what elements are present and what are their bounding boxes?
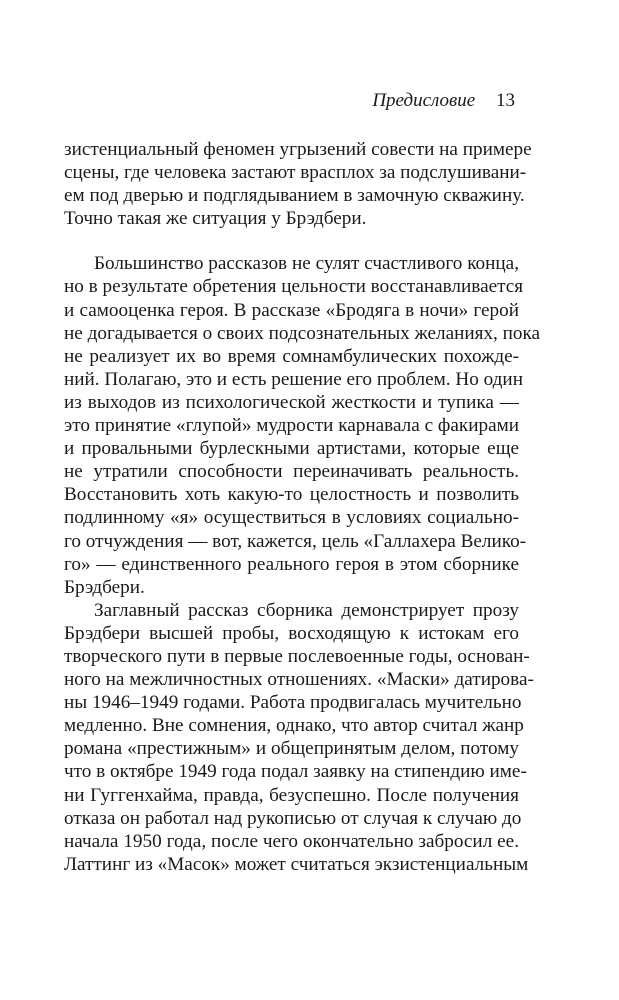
text-line: что в октябре 1949 года подал заявку на стипендию име- bbox=[64, 761, 527, 783]
paragraph-2 bbox=[64, 252, 541, 598]
text-line: но в результате обретения цельности восстанавливается bbox=[64, 276, 524, 298]
text-line: го отчуждения — вот, кажется, цель «Галлахера Велико- bbox=[64, 530, 527, 552]
text-line: го» — единственного реального героя в этом сборнике bbox=[64, 553, 519, 575]
text-line: не утратили способности переиначивать реальность. bbox=[64, 461, 519, 483]
page-number: 13 bbox=[496, 90, 515, 111]
text-line: и провальными бурлескными артистами, которые еще bbox=[64, 438, 519, 460]
text-line: Латтинг из «Масок» может считаться экзистенциальным bbox=[64, 853, 529, 875]
text-line: Брэдбери. bbox=[64, 576, 145, 598]
text-line: это принятие «глупой» мудрости карнавала с факирами bbox=[64, 415, 519, 437]
text-line: романа «престижным» и общепринятым делом, потому bbox=[64, 738, 519, 760]
text-line: ны 1946–1949 годами. Работа продвигалась мучительно bbox=[64, 692, 522, 714]
text-line: медленно. Вне сомнения, однако, что автор считал жанр bbox=[64, 715, 524, 737]
running-head bbox=[372, 90, 515, 112]
running-head-section-title: Предисловие bbox=[372, 90, 476, 111]
text-line: из выходов из психологической жесткости и тупика — bbox=[64, 391, 519, 413]
text-line: ни Гуггенхайма, правда, безуспешно. После получения bbox=[64, 784, 519, 806]
text-line: подлинному «я» осуществиться в условиях социально- bbox=[64, 507, 519, 529]
text-line: отказа он работал над рукописью от случая к случаю до bbox=[64, 807, 522, 829]
paragraph-1 bbox=[64, 138, 532, 230]
text-line: Точно такая же ситуация у Брэдбери. bbox=[64, 208, 367, 230]
text-line: сцены, где человека застают врасплох за подслушивани- bbox=[64, 162, 527, 184]
text-line: Заглавный рассказ сборника демонстрирует прозу bbox=[94, 599, 519, 621]
body-text bbox=[64, 138, 541, 876]
text-line: начала 1950 года, после чего окончательно забросил ее. bbox=[64, 830, 519, 852]
text-line: не реализует их во время сомнамбулических похожде- bbox=[64, 345, 519, 367]
text-line: Брэдбери высшей пробы, восходящую к истокам его bbox=[64, 622, 519, 644]
text-line: ний. Полагаю, это и есть решение его проблем. Но один bbox=[64, 368, 523, 390]
text-line: и самооценка героя. В рассказе «Бродяга в ночи» герой bbox=[64, 299, 519, 321]
text-line: не догадывается о своих подсознательных желаниях, пока bbox=[64, 322, 541, 344]
paragraph-gap bbox=[64, 230, 519, 252]
text-line: ного на межличностных отношениях. «Маски» датирова- bbox=[64, 669, 534, 691]
text-line: Восстановить хоть какую-то целостность и позволить bbox=[64, 484, 519, 506]
text-line: ем под дверью и подглядыванием в замочную скважину. bbox=[64, 185, 525, 207]
text-line: зистенциальный феномен угрызений совести на примере bbox=[64, 139, 532, 160]
text-line: Большинство рассказов не сулят счастливого конца, bbox=[94, 253, 519, 275]
paragraph-3 bbox=[64, 599, 534, 876]
text-line: творческого пути в первые послевоенные годы, основан- bbox=[64, 645, 530, 667]
